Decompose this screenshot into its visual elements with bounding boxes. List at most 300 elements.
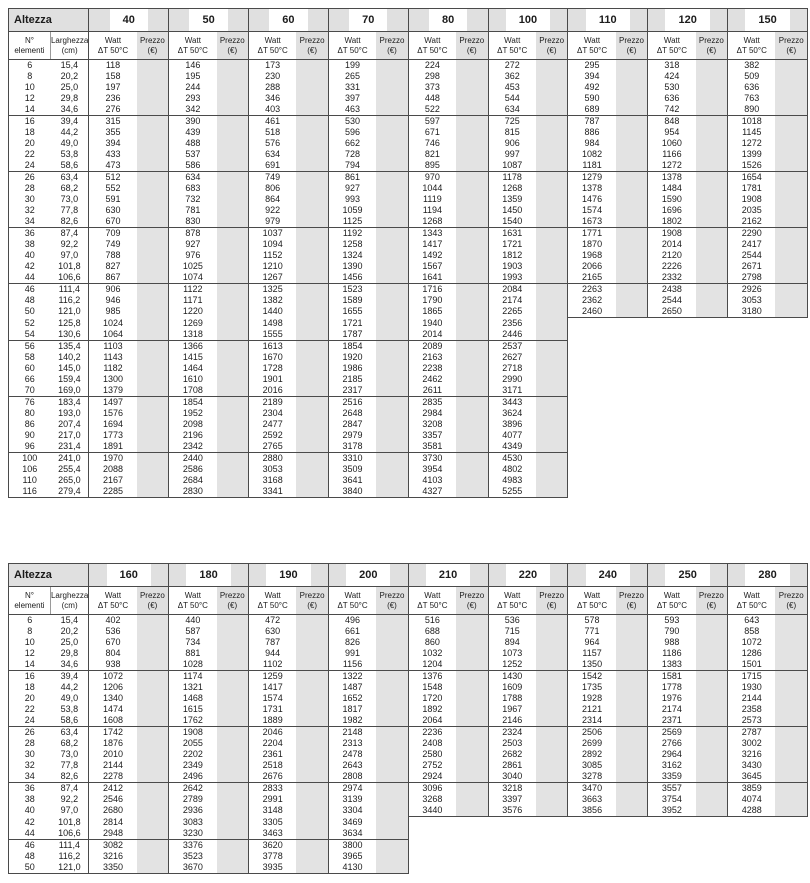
prezzo-cell — [296, 318, 328, 330]
prezzo-cell — [456, 93, 488, 104]
empty-cell — [456, 828, 488, 840]
height-group-header — [249, 564, 329, 587]
n-elementi-cell: 58 — [9, 352, 51, 363]
watt-cell: 488 — [169, 138, 217, 149]
empty-cell — [568, 475, 616, 486]
watt-label: Watt — [344, 36, 361, 45]
height-value: 60 — [269, 9, 307, 31]
prezzo-cell — [696, 127, 728, 138]
watt-cell: 2684 — [169, 475, 217, 486]
n-elementi-cell: 60 — [9, 363, 51, 374]
table-row — [9, 104, 808, 116]
table-row — [9, 682, 808, 693]
larghezza-cell: 58,6 — [50, 715, 88, 727]
watt-label: ΔT 50°C — [417, 600, 448, 610]
watt-cell: 3083 — [169, 817, 217, 829]
watt-cell: 636 — [728, 82, 776, 93]
watt-cell: 749 — [249, 172, 297, 184]
prezzo-cell — [536, 794, 568, 805]
watt-cell: 3376 — [169, 840, 217, 852]
watt-cell: 2120 — [648, 250, 696, 261]
larghezza-label: Larghezza — [50, 36, 89, 45]
watt-cell: 2089 — [408, 341, 456, 353]
watt-cell: 2046 — [249, 727, 297, 739]
watt-cell: 448 — [408, 93, 456, 104]
prezzo-cell — [217, 659, 249, 671]
watt-cell: 2226 — [648, 261, 696, 272]
watt-cell: 3178 — [328, 441, 376, 453]
watt-label: Watt — [663, 591, 680, 600]
empty-cell — [728, 862, 776, 874]
empty-cell — [408, 828, 456, 840]
empty-cell — [696, 828, 728, 840]
prezzo-cell — [217, 93, 249, 104]
prezzo-cell — [775, 626, 807, 637]
prezzo-cell — [775, 250, 807, 261]
prezzo-cell — [456, 60, 488, 72]
prezzo-cell — [217, 239, 249, 250]
n-elementi-cell: 96 — [9, 441, 51, 453]
prezzo-cell — [536, 430, 568, 441]
prezzo-cell — [137, 840, 169, 852]
prezzo-cell — [296, 464, 328, 475]
prezzo-header — [217, 32, 249, 60]
prezzo-cell — [775, 284, 807, 296]
prezzo-cell — [296, 794, 328, 805]
watt-cell: 2084 — [488, 284, 536, 296]
prezzo-cell — [137, 183, 169, 194]
watt-cell: 938 — [89, 659, 137, 671]
height-group-header — [648, 9, 728, 32]
watt-cell: 1982 — [328, 715, 376, 727]
watt-cell: 1812 — [488, 250, 536, 261]
watt-cell: 276 — [89, 104, 137, 116]
watt-cell: 3171 — [488, 385, 536, 397]
watt-cell: 1908 — [728, 194, 776, 205]
watt-cell: 518 — [249, 127, 297, 138]
watt-cell: 2544 — [728, 250, 776, 261]
watt-cell: 1581 — [648, 671, 696, 683]
empty-cell — [568, 464, 616, 475]
prezzo-cell — [775, 648, 807, 659]
watt-cell: 402 — [89, 615, 137, 627]
watt-header — [568, 32, 616, 60]
empty-cell — [568, 430, 616, 441]
watt-cell: 2189 — [249, 397, 297, 409]
prezzo-cell — [696, 138, 728, 149]
height-value: 210 — [426, 564, 470, 586]
watt-cell: 394 — [89, 138, 137, 149]
height-value: 190 — [266, 564, 310, 586]
prezzo-cell — [536, 475, 568, 486]
prezzo-cell — [616, 104, 648, 116]
prezzo-cell — [376, 341, 408, 353]
prezzo-cell — [376, 851, 408, 862]
prezzo-cell — [217, 615, 249, 627]
watt-cell: 1300 — [89, 374, 137, 385]
watt-cell: 3463 — [249, 828, 297, 840]
prezzo-cell — [137, 205, 169, 216]
empty-cell — [648, 817, 696, 829]
table-row — [9, 693, 808, 704]
prezzo-cell — [296, 693, 328, 704]
watt-cell: 1072 — [728, 637, 776, 648]
watt-cell: 3952 — [648, 805, 696, 817]
prezzo-label: (€) — [307, 600, 317, 610]
prezzo-cell — [296, 295, 328, 306]
empty-cell — [775, 840, 807, 852]
prezzo-header — [775, 587, 807, 615]
watt-cell: 3557 — [648, 783, 696, 795]
prezzo-cell — [137, 228, 169, 240]
prezzo-cell — [217, 727, 249, 739]
watt-header — [408, 587, 456, 615]
prezzo-cell — [775, 760, 807, 771]
height-group-header — [328, 564, 408, 587]
watt-cell: 1417 — [408, 239, 456, 250]
prezzo-cell — [376, 704, 408, 715]
larghezza-cell: 73,0 — [50, 194, 88, 205]
prezzo-label: Prezzo — [778, 36, 804, 45]
larghezza-label: (cm) — [61, 45, 78, 55]
empty-cell — [696, 329, 728, 341]
table-row — [9, 430, 808, 441]
watt-cell: 815 — [488, 127, 536, 138]
empty-cell — [536, 862, 568, 874]
larghezza-header — [50, 32, 88, 60]
watt-cell: 2196 — [169, 430, 217, 441]
empty-cell — [648, 464, 696, 475]
empty-cell — [696, 374, 728, 385]
prezzo-cell — [456, 239, 488, 250]
prezzo-cell — [296, 637, 328, 648]
empty-cell — [456, 851, 488, 862]
prezzo-cell — [296, 397, 328, 409]
empty-cell — [648, 329, 696, 341]
prezzo-cell — [137, 475, 169, 486]
watt-header — [89, 32, 137, 60]
larghezza-cell: 68,2 — [50, 183, 88, 194]
empty-cell — [648, 408, 696, 419]
empty-cell — [648, 374, 696, 385]
prezzo-cell — [616, 239, 648, 250]
prezzo-cell — [296, 116, 328, 128]
empty-cell — [616, 419, 648, 430]
watt-cell: 1908 — [169, 727, 217, 739]
prezzo-cell — [456, 615, 488, 627]
n-elementi-cell: 34 — [9, 216, 51, 228]
prezzo-cell — [217, 250, 249, 261]
watt-cell: 1174 — [169, 671, 217, 683]
watt-cell: 2580 — [408, 749, 456, 760]
n-elementi-cell: 56 — [9, 341, 51, 353]
n-elementi-cell: 10 — [9, 637, 51, 648]
watt-cell: 3965 — [328, 851, 376, 862]
watt-cell: 3670 — [169, 862, 217, 874]
watt-cell: 593 — [648, 615, 696, 627]
watt-header — [169, 32, 217, 60]
prezzo-cell — [456, 329, 488, 341]
watt-cell: 1876 — [89, 738, 137, 749]
empty-cell — [616, 840, 648, 852]
prezzo-cell — [376, 127, 408, 138]
prezzo-cell — [376, 715, 408, 727]
watt-cell: 424 — [648, 71, 696, 82]
empty-cell — [488, 851, 536, 862]
prezzo-header — [376, 32, 408, 60]
prezzo-cell — [217, 295, 249, 306]
prezzo-label: (€) — [466, 45, 477, 55]
prezzo-cell — [137, 486, 169, 498]
watt-cell: 715 — [488, 626, 536, 637]
prezzo-cell — [775, 71, 807, 82]
prezzo-cell — [137, 374, 169, 385]
prezzo-cell — [217, 149, 249, 160]
prezzo-cell — [137, 419, 169, 430]
watt-cell: 788 — [89, 250, 137, 261]
empty-cell — [696, 408, 728, 419]
prezzo-cell — [137, 138, 169, 149]
watt-cell: 3935 — [249, 862, 297, 874]
n-elementi-cell: 26 — [9, 172, 51, 184]
watt-cell: 1259 — [249, 671, 297, 683]
n-elementi-label: elementi — [14, 600, 45, 610]
watt-cell: 224 — [408, 60, 456, 72]
larghezza-cell: 116,2 — [50, 295, 88, 306]
prezzo-cell — [456, 648, 488, 659]
empty-cell — [775, 352, 807, 363]
prezzo-cell — [376, 749, 408, 760]
prezzo-cell — [376, 194, 408, 205]
prezzo-cell — [456, 374, 488, 385]
n-elementi-cell: 116 — [9, 486, 51, 498]
watt-cell: 1378 — [568, 183, 616, 194]
prezzo-cell — [456, 419, 488, 430]
height-value: 50 — [189, 9, 227, 31]
table-row — [9, 408, 808, 419]
watt-cell: 2948 — [89, 828, 137, 840]
watt-cell: 3216 — [728, 749, 776, 760]
n-elementi-cell: 24 — [9, 715, 51, 727]
watt-cell: 787 — [568, 116, 616, 128]
watt-label: ΔT 50°C — [97, 45, 129, 55]
watt-cell: 1735 — [568, 682, 616, 693]
prezzo-cell — [775, 127, 807, 138]
prezzo-cell — [616, 160, 648, 172]
prezzo-header — [775, 32, 807, 60]
height-value: 160 — [107, 564, 151, 586]
watt-cell: 1390 — [328, 261, 376, 272]
table-row — [9, 194, 808, 205]
watt-cell: 1773 — [89, 430, 137, 441]
prezzo-cell — [456, 397, 488, 409]
table-row — [9, 828, 808, 840]
table-row — [9, 704, 808, 715]
watt-cell: 1181 — [568, 160, 616, 172]
prezzo-cell — [296, 104, 328, 116]
watt-cell: 1542 — [568, 671, 616, 683]
watt-cell: 3305 — [249, 817, 297, 829]
watt-cell: 1970 — [89, 453, 137, 465]
prezzo-cell — [696, 693, 728, 704]
watt-header — [328, 587, 376, 615]
watt-cell: 2146 — [488, 715, 536, 727]
empty-cell — [775, 397, 807, 409]
watt-cell: 3096 — [408, 783, 456, 795]
watt-cell: 634 — [169, 172, 217, 184]
prezzo-cell — [217, 272, 249, 284]
watt-cell: 1696 — [648, 205, 696, 216]
prezzo-cell — [376, 295, 408, 306]
watt-cell: 1721 — [328, 318, 376, 330]
prezzo-cell — [217, 840, 249, 852]
watt-cell: 858 — [728, 626, 776, 637]
empty-cell — [616, 486, 648, 498]
watt-cell: 587 — [169, 626, 217, 637]
prezzo-cell — [296, 840, 328, 852]
watt-cell: 927 — [169, 239, 217, 250]
watt-cell: 821 — [408, 149, 456, 160]
height-group-header — [728, 564, 808, 587]
prezzo-cell — [137, 60, 169, 72]
watt-cell: 2121 — [568, 704, 616, 715]
empty-cell — [616, 397, 648, 409]
empty-cell — [775, 464, 807, 475]
larghezza-cell: 159,4 — [50, 374, 88, 385]
watt-cell: 1940 — [408, 318, 456, 330]
watt-cell: 433 — [89, 149, 137, 160]
prezzo-cell — [376, 840, 408, 852]
watt-cell: 1920 — [328, 352, 376, 363]
prezzo-cell — [376, 828, 408, 840]
watt-cell: 295 — [568, 60, 616, 72]
empty-cell — [616, 374, 648, 385]
watt-cell: 2324 — [488, 727, 536, 739]
watt-cell: 1952 — [169, 408, 217, 419]
table-row — [9, 71, 808, 82]
empty-cell — [775, 408, 807, 419]
watt-cell: 944 — [249, 648, 297, 659]
larghezza-cell: 29,8 — [50, 648, 88, 659]
empty-cell — [616, 341, 648, 353]
empty-cell — [568, 397, 616, 409]
table-row — [9, 127, 808, 138]
watt-cell: 1492 — [408, 250, 456, 261]
empty-cell — [488, 817, 536, 829]
watt-cell: 2361 — [249, 749, 297, 760]
watt-cell: 158 — [89, 71, 137, 82]
empty-cell — [775, 341, 807, 353]
larghezza-cell: 25,0 — [50, 637, 88, 648]
prezzo-cell — [775, 637, 807, 648]
watt-header — [249, 32, 297, 60]
watt-cell: 2546 — [89, 794, 137, 805]
prezzo-cell — [217, 715, 249, 727]
watt-cell: 537 — [169, 149, 217, 160]
prezzo-cell — [296, 329, 328, 341]
prezzo-cell — [616, 261, 648, 272]
watt-cell: 1171 — [169, 295, 217, 306]
prezzo-cell — [376, 397, 408, 409]
prezzo-cell — [137, 194, 169, 205]
empty-cell — [775, 817, 807, 829]
prezzo-cell — [775, 794, 807, 805]
header-row-columns — [9, 587, 808, 615]
prezzo-cell — [616, 682, 648, 693]
watt-cell: 890 — [728, 104, 776, 116]
empty-cell — [775, 828, 807, 840]
prezzo-cell — [456, 183, 488, 194]
watt-label: ΔT 50°C — [417, 45, 448, 55]
watt-cell: 1156 — [328, 659, 376, 671]
watt-label: ΔT 50°C — [177, 600, 208, 610]
prezzo-header — [696, 587, 728, 615]
watt-cell: 2446 — [488, 329, 536, 341]
watt-cell: 1817 — [328, 704, 376, 715]
prezzo-cell — [217, 363, 249, 374]
prezzo-cell — [217, 284, 249, 296]
watt-cell: 265 — [328, 71, 376, 82]
watt-cell: 2991 — [249, 794, 297, 805]
watt-cell: 2974 — [328, 783, 376, 795]
watt-cell: 1028 — [169, 659, 217, 671]
prezzo-cell — [696, 82, 728, 93]
empty-cell — [648, 828, 696, 840]
prezzo-cell — [296, 93, 328, 104]
watt-cell: 732 — [169, 194, 217, 205]
prezzo-cell — [696, 216, 728, 228]
watt-cell: 2440 — [169, 453, 217, 465]
prezzo-cell — [376, 216, 408, 228]
prezzo-cell — [296, 127, 328, 138]
n-elementi-cell: 12 — [9, 648, 51, 659]
prezzo-cell — [456, 626, 488, 637]
prezzo-cell — [536, 615, 568, 627]
prezzo-cell — [137, 295, 169, 306]
empty-cell — [775, 430, 807, 441]
larghezza-cell: 82,6 — [50, 771, 88, 783]
watt-cell: 346 — [249, 93, 297, 104]
prezzo-cell — [775, 172, 807, 184]
prezzo-cell — [536, 486, 568, 498]
empty-cell — [775, 318, 807, 330]
empty-cell — [616, 385, 648, 397]
prezzo-cell — [137, 82, 169, 93]
larghezza-cell: 82,6 — [50, 216, 88, 228]
empty-cell — [696, 397, 728, 409]
watt-cell: 2833 — [249, 783, 297, 795]
prezzo-cell — [376, 272, 408, 284]
prezzo-cell — [616, 194, 648, 205]
watt-cell: 342 — [169, 104, 217, 116]
prezzo-cell — [696, 172, 728, 184]
watt-cell: 272 — [488, 60, 536, 72]
watt-cell: 2438 — [648, 284, 696, 296]
n-elementi-cell: 40 — [9, 805, 51, 817]
prezzo-cell — [536, 138, 568, 149]
watt-cell: 530 — [648, 82, 696, 93]
empty-cell — [775, 851, 807, 862]
empty-cell — [616, 851, 648, 862]
prezzo-cell — [137, 862, 169, 874]
prezzo-cell — [296, 715, 328, 727]
prezzo-cell — [376, 794, 408, 805]
prezzo-cell — [137, 93, 169, 104]
prezzo-cell — [217, 464, 249, 475]
prezzo-cell — [296, 430, 328, 441]
watt-cell: 985 — [89, 306, 137, 318]
prezzo-cell — [296, 805, 328, 817]
